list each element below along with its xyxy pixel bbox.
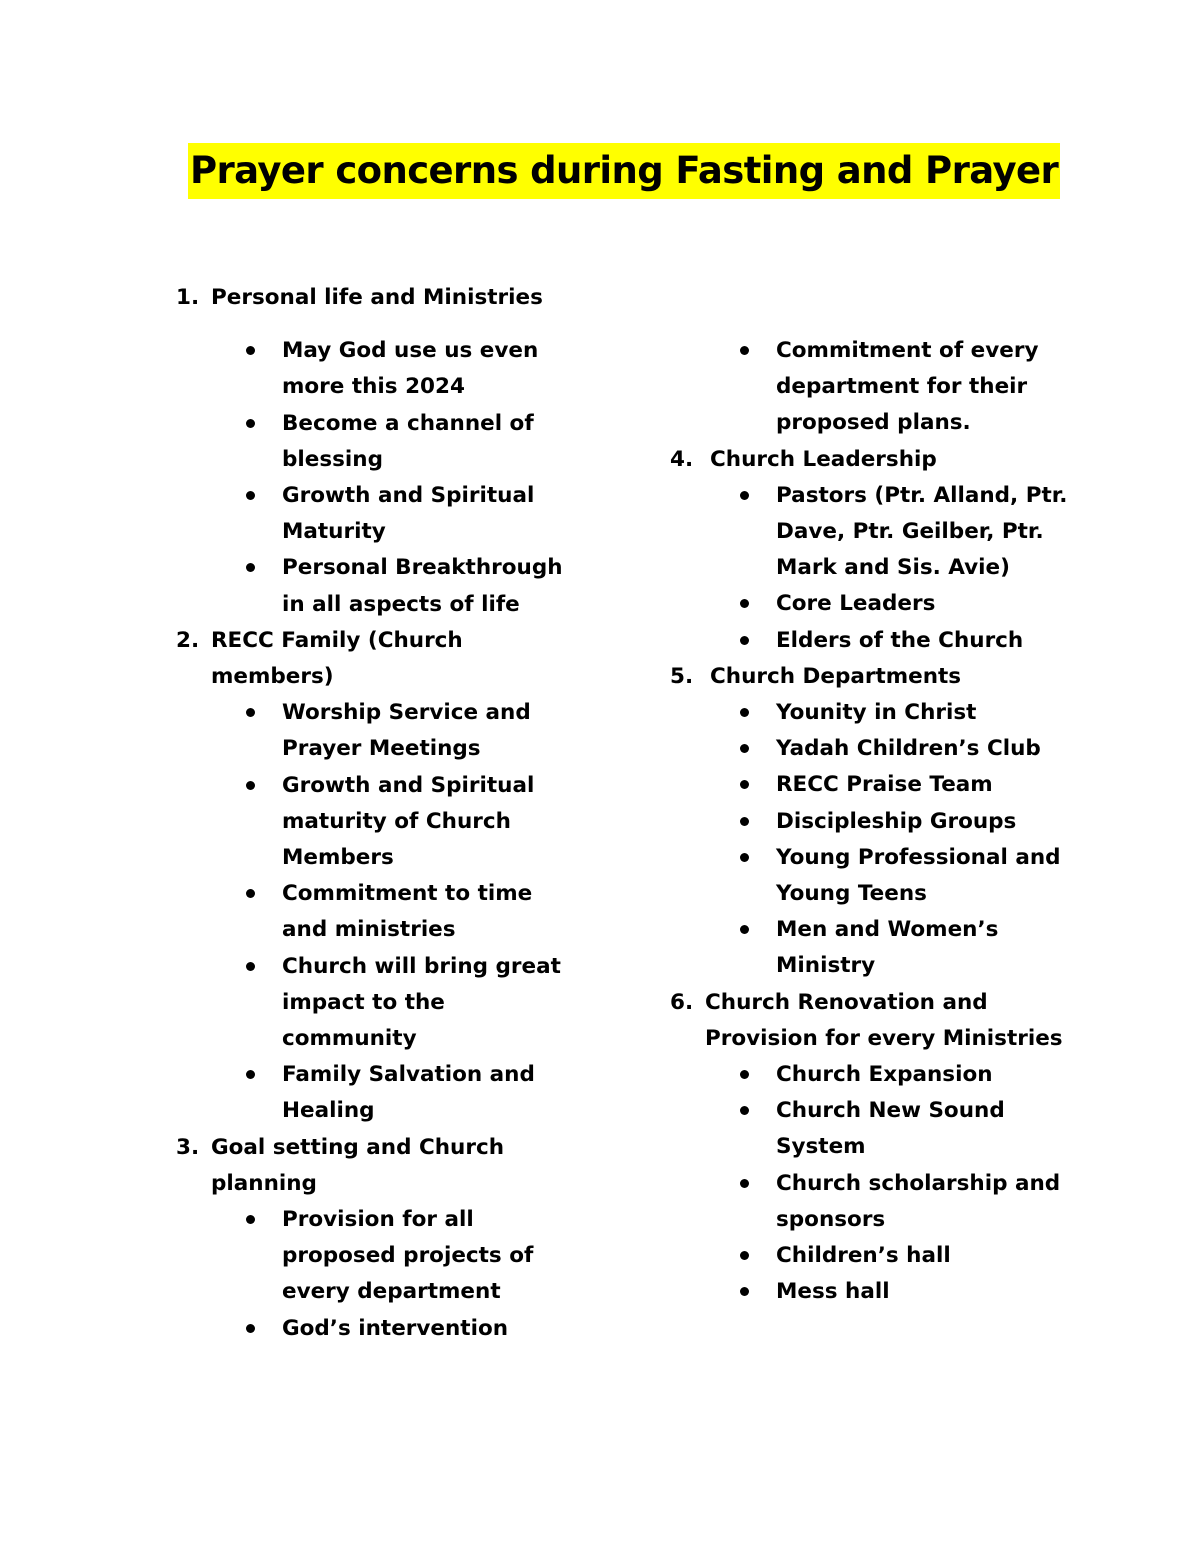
bullet-icon: [740, 1106, 749, 1115]
list-item-text: every department: [282, 1279, 501, 1305]
bullet-icon: [740, 1251, 749, 1260]
section-number: 3.: [176, 1134, 200, 1160]
list-item-text: sponsors: [776, 1206, 886, 1232]
bullet-icon: [740, 491, 749, 500]
bullet-icon: [246, 1070, 255, 1079]
list-item-text: Elders of the Church: [776, 627, 1024, 653]
list-item-text: community: [282, 1026, 417, 1051]
list-item-text: Worship Service and: [282, 700, 531, 726]
section-heading: Church Leadership: [710, 446, 937, 472]
bullet-icon: [740, 1179, 749, 1188]
list-item-text: Become a channel of: [282, 410, 534, 436]
list-item-text: and ministries: [282, 917, 456, 943]
bullet-icon: [246, 708, 255, 717]
bullet-icon: [740, 599, 749, 608]
bullet-icon: [246, 889, 255, 898]
list-item-text: impact to the: [282, 989, 445, 1015]
section-heading: Church Renovation and: [705, 989, 988, 1015]
list-item-text: Dave, Ptr. Geilber, Ptr.: [776, 519, 1044, 544]
section-number: 5.: [670, 663, 694, 689]
list-item-text: God’s intervention: [282, 1315, 509, 1341]
list-item-text: maturity of Church: [282, 808, 511, 834]
list-item-text: System: [776, 1134, 866, 1160]
bullet-icon: [246, 962, 255, 971]
list-item-text: Church will bring great: [282, 953, 561, 979]
page-title: Prayer concerns during Fasting and Prayer: [188, 143, 1060, 199]
list-item-text: department for their: [776, 374, 1028, 400]
bullet-icon: [740, 346, 749, 355]
list-item-text: Mess hall: [776, 1279, 890, 1305]
list-item-text: Discipleship Groups: [776, 808, 1017, 834]
list-item-text: Core Leaders: [776, 591, 936, 617]
bullet-icon: [740, 1070, 749, 1079]
list-item-text: Pastors (Ptr. Alland, Ptr.: [776, 482, 1068, 508]
section-heading: Goal setting and Church: [211, 1134, 505, 1160]
list-item-text: Church Expansion: [776, 1062, 993, 1087]
bullet-icon: [740, 780, 749, 789]
section-number: 4.: [670, 446, 694, 472]
bullet-icon: [740, 636, 749, 645]
list-item-text: Young Professional and: [776, 844, 1061, 870]
list-item-text: RECC Praise Team: [776, 772, 993, 798]
list-item-text: Personal Breakthrough: [282, 555, 563, 581]
list-item-text: Ministry: [776, 953, 876, 979]
list-item-text: Growth and Spiritual: [282, 483, 535, 508]
list-item-text: Yadah Children’s Club: [776, 736, 1041, 762]
bullet-icon: [246, 1215, 255, 1224]
list-item-text: blessing: [282, 446, 384, 472]
bullet-icon: [246, 419, 255, 428]
list-item-text: Members: [282, 845, 394, 870]
list-item-text: Younity in Christ: [776, 700, 977, 725]
bullet-icon: [246, 781, 255, 790]
bullet-icon: [740, 744, 749, 753]
bullet-icon: [740, 1287, 749, 1296]
list-item-text: Prayer Meetings: [282, 736, 481, 762]
list-item-text: Commitment to time: [282, 881, 533, 907]
list-item-text: in all aspects of life: [282, 591, 520, 617]
bullet-icon: [740, 708, 749, 717]
section-number: 2.: [176, 627, 200, 653]
list-item-text: Church scholarship and: [776, 1170, 1061, 1196]
list-item-text: proposed plans.: [776, 410, 971, 436]
bullet-icon: [246, 491, 255, 500]
bullet-icon: [740, 853, 749, 862]
section-heading: Personal life and Ministries: [211, 285, 543, 310]
list-item-text: Family Salvation and: [282, 1062, 535, 1088]
list-item-text: Men and Women’s: [776, 917, 999, 943]
section-heading: members): [211, 664, 334, 689]
list-item-text: Provision for all: [282, 1207, 474, 1232]
list-item-text: Growth and Spiritual: [282, 772, 535, 798]
section-number: 1.: [176, 285, 200, 310]
list-item-text: Commitment of every: [776, 338, 1039, 363]
list-item-text: Church New Sound: [776, 1098, 1005, 1124]
list-item-text: more this 2024: [282, 374, 465, 400]
bullet-icon: [246, 346, 255, 355]
list-item-text: proposed projects of: [282, 1243, 534, 1269]
list-item-text: Maturity: [282, 519, 386, 545]
section-heading: RECC Family (Church: [211, 627, 463, 653]
bullet-icon: [246, 1324, 255, 1333]
section-heading: Church Departments: [710, 663, 962, 689]
list-item-text: Healing: [282, 1098, 375, 1124]
list-item-text: Young Teens: [776, 881, 927, 906]
list-item-text: Children’s hall: [776, 1243, 951, 1268]
list-item-text: Mark and Sis. Avie): [776, 555, 1010, 581]
bullet-icon: [740, 817, 749, 826]
section-number: 6.: [670, 989, 694, 1015]
bullet-icon: [740, 925, 749, 934]
bullet-icon: [246, 563, 255, 572]
section-heading: Provision for every Ministries: [705, 1025, 1063, 1051]
list-item-text: May God use us even: [282, 338, 539, 364]
section-heading: planning: [211, 1170, 317, 1196]
